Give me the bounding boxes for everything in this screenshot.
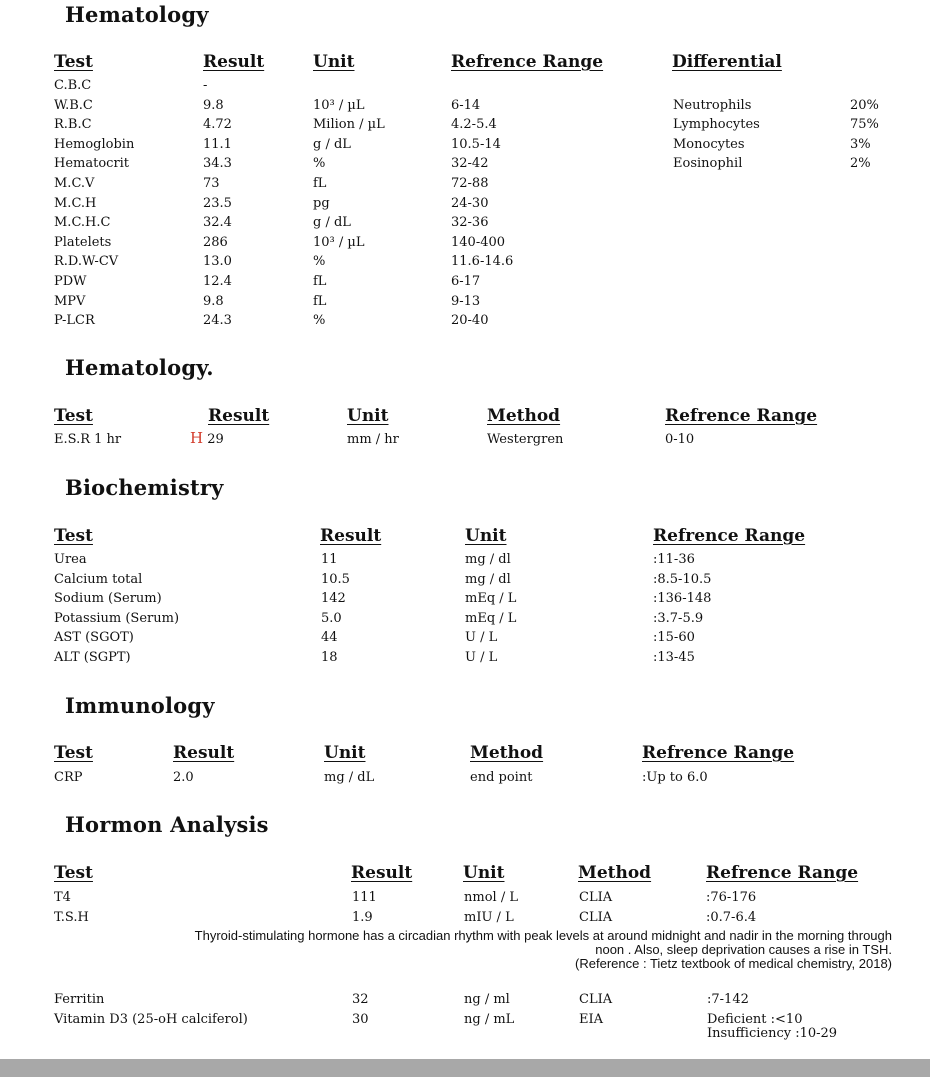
table-cell: 10³ / µL bbox=[313, 97, 365, 113]
table-cell: :136-148 bbox=[653, 591, 712, 607]
extra-result-column bbox=[352, 990, 369, 1029]
table-cell: :15-60 bbox=[653, 630, 695, 646]
table-cell: nmol / L bbox=[464, 890, 518, 905]
table-row: Hematocrit bbox=[54, 156, 130, 172]
crp-result: 2.0 bbox=[173, 770, 194, 785]
table-cell: 9.8 bbox=[203, 293, 224, 309]
table-cell: pg bbox=[313, 195, 330, 211]
table-cell: 111 bbox=[352, 890, 377, 905]
biochem-result-column bbox=[321, 550, 350, 668]
cbc-test-column bbox=[54, 76, 134, 331]
table-cell: 73 bbox=[203, 175, 220, 191]
table-cell: mEq / L bbox=[465, 591, 517, 607]
table-cell: 11 bbox=[321, 552, 338, 567]
differential-value: 2% bbox=[850, 156, 871, 172]
table-row: Potassium (Serum) bbox=[54, 610, 180, 626]
table-cell: 10³ / µL bbox=[313, 234, 365, 250]
table-cell: g / dL bbox=[313, 215, 351, 231]
table-cell: 142 bbox=[321, 591, 346, 607]
esr-method: Westergren bbox=[487, 432, 564, 447]
table-cell: 20-40 bbox=[451, 313, 489, 329]
header-range: Refrence Range bbox=[642, 743, 795, 763]
table-cell: 4.72 bbox=[203, 117, 232, 133]
table-cell: :0.7-6.4 bbox=[706, 909, 757, 925]
bottom-bar bbox=[0, 1059, 930, 1077]
table-cell: 23.5 bbox=[203, 195, 232, 211]
biochem-test-column bbox=[54, 550, 179, 668]
table-row: AST (SGOT) bbox=[54, 630, 134, 646]
crp-range: :Up to 6.0 bbox=[642, 770, 708, 785]
differential-value-column bbox=[850, 96, 879, 174]
table-row: Sodium (Serum) bbox=[54, 591, 162, 607]
table-cell: g / dL bbox=[313, 136, 351, 152]
header-method: Method bbox=[487, 406, 561, 426]
hormone-result-column bbox=[352, 888, 377, 927]
table-cell: 10.5 bbox=[321, 571, 350, 587]
table-row: PDW bbox=[54, 273, 87, 289]
section-title-biochemistry: Biochemistry bbox=[65, 475, 224, 500]
header-differential: Differential bbox=[672, 52, 782, 72]
table-row: M.C.H.C bbox=[54, 215, 111, 231]
table-cell: 32.4 bbox=[203, 215, 232, 231]
differential-item: Eosinophil bbox=[673, 156, 743, 172]
table-cell: 1.9 bbox=[352, 909, 373, 925]
header-result: Result bbox=[208, 406, 270, 426]
table-cell: ng / mL bbox=[464, 1011, 515, 1027]
esr-result bbox=[190, 429, 224, 450]
header-result: Result bbox=[320, 526, 382, 546]
table-cell: 32-42 bbox=[451, 156, 489, 172]
header-range: Refrence Range bbox=[706, 863, 859, 883]
table-cell: :3.7-5.9 bbox=[653, 610, 704, 626]
table-cell: fL bbox=[313, 175, 327, 191]
table-cell: :11-36 bbox=[653, 552, 695, 567]
crp-test: CRP bbox=[54, 770, 83, 785]
table-row: C.B.C bbox=[54, 78, 92, 93]
table-cell: Milion / µL bbox=[313, 117, 385, 133]
table-cell: 6-14 bbox=[451, 97, 481, 113]
table-cell: 5.0 bbox=[321, 610, 342, 626]
table-cell: % bbox=[313, 313, 326, 329]
table-row: T4 bbox=[54, 890, 71, 905]
header-result: Result bbox=[173, 743, 235, 763]
header-result: Result bbox=[351, 863, 413, 883]
table-cell: 9.8 bbox=[203, 97, 224, 113]
table-cell: U / L bbox=[465, 630, 498, 646]
header-test: Test bbox=[54, 743, 93, 763]
table-cell: 24.3 bbox=[203, 313, 232, 329]
hormone-range-column bbox=[706, 888, 756, 927]
table-cell: ng / ml bbox=[464, 992, 510, 1007]
table-cell: mIU / L bbox=[464, 909, 514, 925]
high-flag-badge: H bbox=[190, 429, 204, 447]
table-row: R.D.W-CV bbox=[54, 254, 119, 270]
differential-value: 3% bbox=[850, 136, 871, 152]
table-cell: :76-176 bbox=[706, 890, 757, 905]
table-cell: 13.0 bbox=[203, 254, 232, 270]
table-cell: - bbox=[203, 78, 208, 93]
table-cell: CLIA bbox=[579, 992, 613, 1007]
table-cell: 11.1 bbox=[203, 136, 232, 152]
header-result: Result bbox=[203, 52, 265, 72]
biochem-unit-column bbox=[465, 550, 516, 668]
differential-value: 20% bbox=[850, 97, 879, 113]
esr-result-value: 29 bbox=[207, 432, 224, 447]
differential-item: Neutrophils bbox=[673, 97, 752, 113]
tsh-note-line-3: (Reference : Tietz textbook of medical chemistry, 2018) bbox=[575, 956, 892, 971]
header-unit: Unit bbox=[465, 526, 507, 546]
table-cell: U / L bbox=[465, 649, 498, 665]
table-cell: % bbox=[313, 156, 326, 172]
table-row: M.C.V bbox=[54, 175, 95, 191]
section-title-hematology-esr: Hematology. bbox=[65, 355, 214, 380]
table-cell: 12.4 bbox=[203, 273, 232, 289]
table-row: Platelets bbox=[54, 234, 112, 250]
table-row: P-LCR bbox=[54, 313, 95, 329]
esr-range: 0-10 bbox=[665, 432, 695, 447]
table-cell: 10.5-14 bbox=[451, 136, 501, 152]
section-title-hormone: Hormon Analysis bbox=[65, 812, 269, 837]
table-cell: 34.3 bbox=[203, 156, 232, 172]
table-cell: 32-36 bbox=[451, 215, 489, 231]
hormone-test-column bbox=[54, 888, 89, 927]
table-cell: 72-88 bbox=[451, 175, 489, 191]
table-cell: fL bbox=[313, 273, 327, 289]
table-cell bbox=[313, 76, 385, 96]
table-row: MPV bbox=[54, 293, 86, 309]
cbc-result-column bbox=[203, 76, 232, 331]
header-unit: Unit bbox=[463, 863, 505, 883]
table-cell: 286 bbox=[203, 234, 228, 250]
table-row: M.C.H bbox=[54, 195, 97, 211]
header-test: Test bbox=[54, 863, 93, 883]
table-cell: mg / dl bbox=[465, 552, 511, 567]
cbc-unit-column bbox=[313, 76, 385, 331]
table-cell bbox=[451, 76, 513, 96]
table-cell: mEq / L bbox=[465, 610, 517, 626]
table-cell: % bbox=[313, 254, 326, 270]
table-row: R.B.C bbox=[54, 117, 92, 133]
table-row: Ferritin bbox=[54, 992, 105, 1007]
table-cell: Deficient :<10 bbox=[707, 1011, 803, 1027]
table-cell: fL bbox=[313, 293, 327, 309]
header-test: Test bbox=[54, 406, 93, 426]
differential-item: Lymphocytes bbox=[673, 117, 760, 133]
table-row: Vitamin D3 (25-oH calciferol) bbox=[54, 1011, 248, 1027]
header-range: Refrence Range bbox=[653, 526, 806, 546]
table-row: W.B.C bbox=[54, 97, 93, 113]
differential-value: 75% bbox=[850, 117, 879, 133]
extra-unit-column bbox=[464, 990, 514, 1029]
extra-range-column bbox=[707, 990, 838, 1041]
differential-name-column bbox=[673, 96, 760, 174]
table-cell: CLIA bbox=[579, 890, 613, 905]
esr-test: E.S.R 1 hr bbox=[54, 432, 122, 447]
table-cell: :13-45 bbox=[653, 649, 695, 665]
table-cell: Insufficiency :10-29 bbox=[707, 1025, 838, 1041]
table-row: Urea bbox=[54, 552, 87, 567]
tsh-note bbox=[195, 929, 892, 971]
table-cell: 24-30 bbox=[451, 195, 489, 211]
header-method: Method bbox=[470, 743, 544, 763]
table-cell: 140-400 bbox=[451, 234, 506, 250]
header-method: Method bbox=[578, 863, 652, 883]
header-test: Test bbox=[54, 52, 93, 72]
table-cell: 32 bbox=[352, 992, 369, 1007]
header-unit: Unit bbox=[324, 743, 366, 763]
header-test: Test bbox=[54, 526, 93, 546]
extra-method-column bbox=[579, 990, 612, 1029]
table-row: Hemoglobin bbox=[54, 136, 135, 152]
crp-unit: mg / dL bbox=[324, 770, 375, 785]
table-cell: 18 bbox=[321, 649, 338, 665]
table-cell: 9-13 bbox=[451, 293, 481, 309]
section-title-hematology: Hematology bbox=[65, 2, 209, 27]
hormone-unit-column bbox=[464, 888, 518, 927]
esr-unit: mm / hr bbox=[347, 432, 399, 447]
crp-method: end point bbox=[470, 770, 533, 785]
table-row: ALT (SGPT) bbox=[54, 649, 131, 665]
hormone-method-column bbox=[579, 888, 612, 927]
table-row: Calcium total bbox=[54, 571, 143, 587]
table-cell: mg / dl bbox=[465, 571, 511, 587]
differential-item: Monocytes bbox=[673, 136, 745, 152]
table-cell: CLIA bbox=[579, 909, 613, 925]
header-range: Refrence Range bbox=[451, 52, 604, 72]
cbc-range-column bbox=[451, 76, 513, 331]
tsh-note-line-2: noon . Also, sleep deprivation causes a rise in TSH. bbox=[595, 942, 892, 957]
table-cell: 11.6-14.6 bbox=[451, 254, 514, 270]
table-cell: :7-142 bbox=[707, 992, 749, 1007]
table-cell: :8.5-10.5 bbox=[653, 571, 712, 587]
table-cell: 6-17 bbox=[451, 273, 481, 289]
table-cell: EIA bbox=[579, 1011, 604, 1027]
biochem-range-column bbox=[653, 550, 711, 668]
table-cell: 4.2-5.4 bbox=[451, 117, 497, 133]
table-cell: 44 bbox=[321, 630, 338, 646]
table-cell: 30 bbox=[352, 1011, 369, 1027]
table-row: T.S.H bbox=[54, 909, 89, 925]
header-unit: Unit bbox=[313, 52, 355, 72]
tsh-note-line-1: Thyroid-stimulating hormone has a circadian rhythm with peak levels at around midnight and nadir in the morning through bbox=[194, 928, 892, 943]
section-title-immunology: Immunology bbox=[65, 693, 215, 718]
header-range: Refrence Range bbox=[665, 406, 818, 426]
extra-test-column bbox=[54, 990, 248, 1029]
header-unit: Unit bbox=[347, 406, 389, 426]
